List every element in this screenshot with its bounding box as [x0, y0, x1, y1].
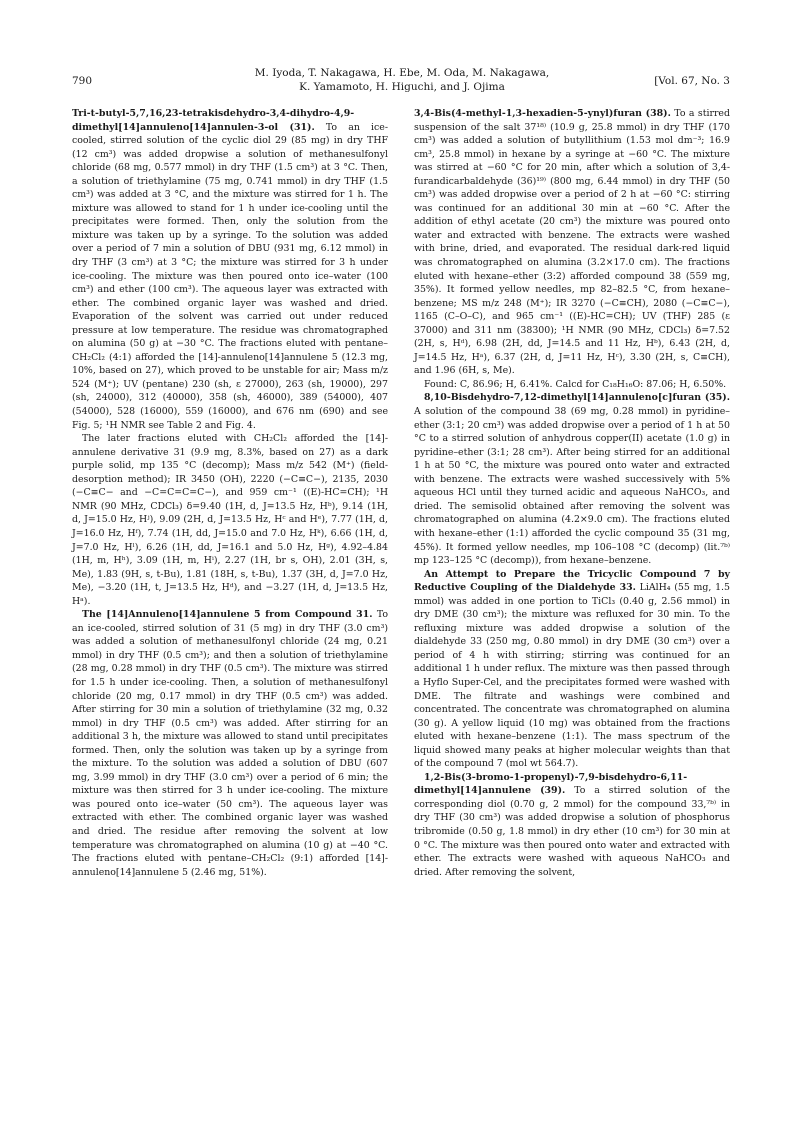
section-title: An Attempt to Prepare the Tricyclic Compound 7 by Reductive Coupling of the Dialdehyde 33. — [414, 568, 730, 594]
section-title: Tri-t-butyl-5,7,16,23-tetrakisdehydro-3,4-dihydro-4,9-dimethyl[14]annuleno[14]annulen-3-ol (31). — [72, 108, 355, 133]
section-title: 8,10-Bisdehydro-7,12-dimethyl[14]annuleno[c]furan (35). — [424, 392, 730, 404]
section-annulene-5 — [72, 608, 388, 879]
section-title: 3,4-Bis(4-methyl-1,3-hexadien-5-ynyl)furan (38). — [414, 108, 671, 119]
section-body: To a stirred solution of the corresponding diol (0.70 g, 2 mmol) for the compound 33,⁷ᵇ⁾ in dry THF (30 cm³) was added dropwise a solution of phosphorus tribromide (0.50 g, 1.8 mmol) in dry ether (10 cm³) for 30 min at 0 °C. The mixture was then poured onto water and extracted with ether. The extracts were washed with aqueous NaHCO₃ and dried. After removing the solvent, — [414, 785, 730, 878]
section-body: To an ice-cooled, stirred solution of the cyclic diol 29 (85 mg) in dry THF (12 cm³) was added dropwise a solution of methanesulfonyl chloride (68 mg, 0.577 mmol) in dry THF (1.5 cm³) at 3 °C. Then, a solution of triethylamine (75 mg, 0.741 mmol) in dry THF (1.5 cm³) was added at 3 °C, and the mixture was stirred for 1 h. The mixture was allowed to stand for 1 h under ice-cooling until the precipitates were formed. Then, only the solution from the mixture was taken up by a syringe. To the solution was added over a period of 7 min a solution of DBU (931 mg, 6.12 mmol) in dry THF (3 cm³) at 3 °C; the mixture was stirred for 3 h under ice-cooling. The mixture was then poured onto ice–water (100 cm³) and ether (100 cm³). The aqueous layer was extracted with ether. The combined organic layer was washed and dried. Evaporation of the solvent was carried out under reduced pressure at low temperature. The residue was chromatographed on alumina (50 g) at −30 °C. The fractions eluted with pentane–CH₂Cl₂ (4:1) afforded the [14]-annuleno[14]annulene 5 (12.3 mg, 10%, based on 27), which proved to be unstable for air; Mass m/z 524 (M⁺); UV (pentane) 230 (sh, ε 27000), 263 (sh, 19000), 297 (sh, 24000), 312 (40000), 358 (sh, 46000), 389 (54000), 407 (54000), 528 (16000), 559 (16000), and 676 nm (690) and see Fig. 5; ¹H NMR see Table 2 and Fig. 4. — [72, 121, 388, 431]
section-body: To an ice-cooled, stirred solution of 31 (5 mg) in dry THF (3.0 cm³) was added a solution of methanesulfonyl chloride (24 mg, 0.21 mmol) in dry THF (0.5 cm³); and then a solution of triethylamine (28 mg, 0.28 mmol) in dry THF (0.5 cm³). The mixture was stirred for 1.5 h under ice-cooling. Then, a solution of methanesulfonyl chloride (20 mg, 0.17 mmol) in dry THF (0.5 cm³) was added. After stirring for 30 min a solution of triethylamine (32 mg, 0.32 mmol) in dry THF (0.5 cm³) was added. After stirring for an additional 3 h, the mixture was allowed to stand until precipitates formed. Then, only the solution was taken up by a syringe from the mixture. To the solution was added a solution of DBU (607 mg, 3.99 mmol) in dry THF (3.0 cm³) over a period of 6 min; the mixture was then stirred for 3 h under ice-cooling. The mixture was poured onto ice–water (50 cm³). The aqueous layer was extracted with ether. The combined organic layer was washed and dried. The residue after removing the solvent at low temperature was chromatographed on alumina (10 g) at −40 °C. The fractions eluted with pentane–CH₂Cl₂ (9:1) afforded [14]-annuleno[14]annulene 5 (2.46 mg, 51%). — [72, 609, 388, 878]
authors-line-2: K. Yamamoto, H. Higuchi, and J. Ojima — [299, 81, 505, 93]
section-title: 1,2-Bis(3-bromo-1-propenyl)-7,9-bisdehydro-6,11-dimethyl[14]annulene (39). — [414, 771, 688, 797]
running-authors — [212, 66, 592, 94]
section-body: A solution of the compound 38 (69 mg, 0.28 mmol) in pyridine–ether (3:1; 20 cm³) was added dropwise over a period of 1 h at 50 °C to a stirred solution of anhydrous copper(II) acetate (1.0 g) in pyridine–ether (3:1; 28 cm³). After being stirred for an additional 1 h at 50 °C, the mixture was poured onto water and extracted with benzene. The extracts were washed successively with 5% aqueous HCl until they turned acidic and aqueous NaHCO₃, and dried. The semisolid obtained after removing the solvent was chromatographed on alumina (4.2×9.0 cm). The fractions eluted with hexane–ether (1:1) afforded the cyclic compound 35 (31 mg, 45%). It formed yellow needles, mp 106–108 °C (decomp) (lit.⁷ᵇ⁾ mp 123–125 °C (decomp)), from hexane–benzene. — [414, 406, 730, 567]
section-title: The [14]Annuleno[14]annulene 5 from Compound 31. — [82, 609, 373, 621]
page-header — [72, 66, 730, 96]
elemental-analysis: Found: C, 86.96; H, 6.41%. Calcd for C₁₈H₁₆O: 87.06; H, 6.50%. — [424, 378, 727, 390]
section-compound-35 — [414, 391, 730, 567]
section-compound-38 — [414, 107, 730, 378]
right-column — [414, 107, 730, 879]
page-number: 790 — [72, 75, 93, 87]
left-column — [72, 107, 388, 879]
section-body: To a stirred suspension of the salt 37¹⁸⁾ (10.9 g, 25.8 mmol) in dry THF (170 cm³) was added a solution of butyllithium (1.53 mol dm⁻³; 16.9 cm³, 25.8 mmol) in hexane by a syringe at −60 °C. The mixture was stirred at −60 °C for 20 min, after which a solution of 3,4-furandicarbaldehyde (36)¹⁹⁾ (800 mg, 6.44 mmol) in dry THF (50 cm³) was added dropwise over a period of 2 h at −60 °C: stirring was continued for an additional 30 min at −60 °C. After the addition of ethyl acetate (20 cm³) the mixture was poured onto water and extracted with benzene. The extracts were washed with brine, dried, and evaporated. The residual dark-red liquid was chromatographed on alumina (3.2×17.0 cm). The fractions eluted with hexane–ether (3:2) afforded compound 38 (559 mg, 35%). It formed yellow needles, mp 82–82.5 °C, from hexane–benzene; MS m/z 248 (M⁺); IR 3270 (−C≡CH), 2080 (−C≡C−), 1165 (C–O–C), and 965 cm⁻¹ ((E)-HC=CH); UV (THF) 285 (ε 37000) and 311 nm (38300); ¹H NMR (90 MHz, CDCl₃) δ=7.52 (2H, s, Hᵈ), 6.98 (2H, dd, J=14.5 and 11 Hz, Hᵇ), 6.43 (2H, d, J=14.5 Hz, Hᵃ), 6.37 (2H, d, J=11 Hz, Hᶜ), 3.30 (2H, s, C≡CH), and 1.96 (6H, s, Me). — [414, 108, 730, 377]
section-body: LiAlH₄ (55 mg, 1.5 mmol) was added in one portion to TiCl₃ (0.40 g, 2.56 mmol) in dry DME (30 cm³); the mixture was refluxed for 30 min. To the refluxing mixture was added dropwise a solution of the dialdehyde 33 (250 mg, 0.80 mmol) in dry DME (30 cm³) over a period of 4 h with stirring; stirring was continued for an additional 1 h under reflux. The mixture was then passed through a Hyflo Super-Cel, and the precipitates formed were washed with DME. The filtrate and washings were combined and concentrated. The concentrate was chromatographed on alumina (30 g). A yellow liquid (10 mg) was obtained from the fractions eluted with hexane–benzene (1:1). The mass spectrum of the liquid showed many peaks at higher molecular weights than that of the compound 7 (mol wt 564.7). — [414, 582, 731, 770]
volume-info: [Vol. 67, No. 3 — [654, 75, 730, 87]
section-compound-39 — [414, 771, 730, 879]
section-compound-31 — [72, 107, 388, 432]
paragraph: The later fractions eluted with CH₂Cl₂ afforded the [14]-annulene derivative 31 (9.9 mg, 8.3%, based on 27) as a dark purple solid, mp 135 °C (decomp); Mass m/z 542 (M⁺) (field-desorption method); IR 3450 (OH), 2220 (−C≡C−), 2135, 2030 (−C≡C− and −C=C=C=C−), and 959 cm⁻¹ ((E)-HC=CH); ¹H NMR (90 MHz, CDCl₃) δ=9.40 (1H, d, J=13.5 Hz, Hᵇ), 9.14 (1H, d, J=15.0 Hz, Hʲ), 9.09 (2H, d, J=13.5 Hz, Hᶜ and Hᵉ), 7.77 (1H, d, J=16.0 Hz, Hᶠ), 7.74 (1H, dd, J=15.0 and 7.0 Hz, Hᵏ), 6.66 (1H, d, J=7.0 Hz, Hˡ), 6.26 (1H, dd, J=16.1 and 5.0 Hz, Hᵍ), 4.92–4.84 (1H, m, Hʰ), 3.09 (1H, m, Hⁱ), 2.27 (1H, br s, OH), 2.01 (3H, s, Me), 1.83 (9H, s, t-Bu), 1.81 (18H, s, t-Bu), 1.37 (3H, d, J=7.0 Hz, Me), −3.20 (1H, t, J=13.5 Hz, Hᵈ), and −3.27 (1H, d, J=13.5 Hz, Hᵃ). — [72, 433, 388, 607]
section-tricyclic-attempt — [414, 568, 730, 771]
authors-line-1: M. Iyoda, T. Nakagawa, H. Ebe, M. Oda, M. Nakagawa, — [254, 67, 550, 79]
